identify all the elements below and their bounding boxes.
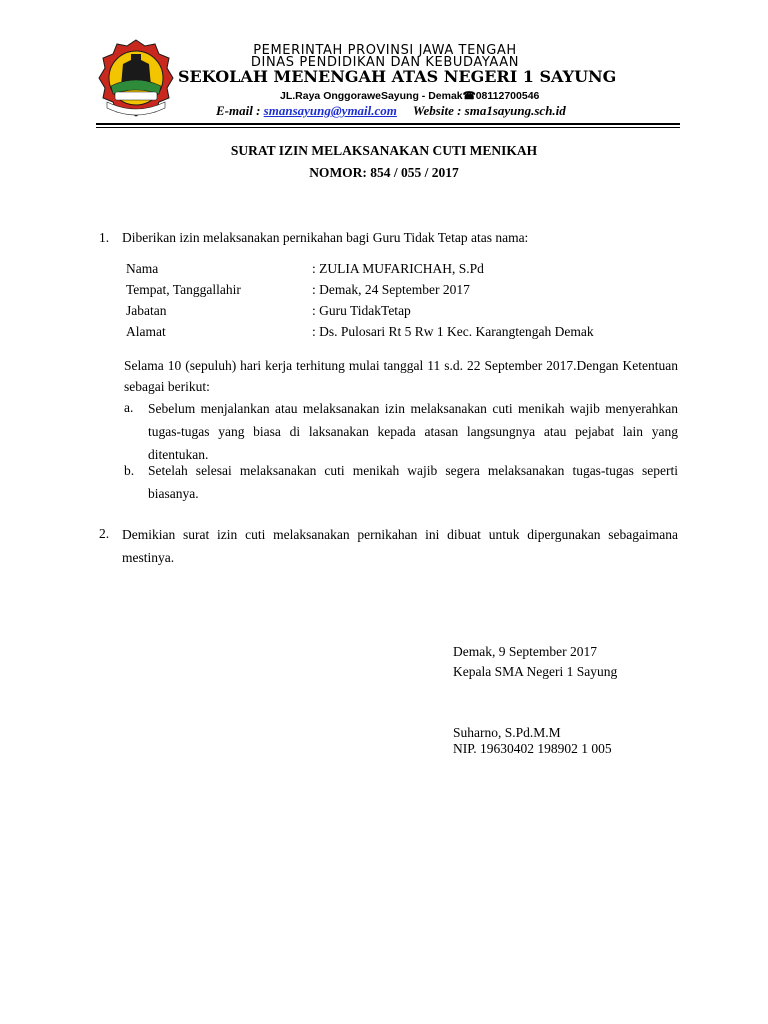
place-date: Demak, 9 September 2017 <box>453 644 597 659</box>
letter-title: SURAT IZIN MELAKSANAKAN CUTI MENIKAH <box>230 143 538 158</box>
header-divider-thin <box>96 127 680 128</box>
condition-a-text: Sebelum menjalankan atau melaksanakan izin melaksanakan cuti menikah wajib menyerahkan tugas-tugas yang biasa di laksanakan kepada atasan langsungnya atau pejabat lain yang ditentukan. <box>148 401 678 462</box>
duration-paragraph: Selama 10 (sepuluh) hari kerja terhitung mulai tanggal 11 s.d. 22 September 2017.Dengan Ketentuan sebagai berikut: <box>124 358 678 394</box>
field-value-jabatan: : Guru TidakTetap <box>312 303 411 318</box>
field-label-birth: Tempat, Tanggallahir <box>126 282 241 297</box>
signer-name: Suharno, S.Pd.M.M <box>453 725 561 740</box>
email-label: E-mail : <box>216 103 264 118</box>
government-name: PEMERINTAH PROVINSI JAWA TENGAH <box>253 43 517 58</box>
department-name: DINAS PENDIDIKAN DAN KEBUDAYAAN <box>250 55 520 70</box>
field-value-birth: : Demak, 24 September 2017 <box>312 282 470 297</box>
signer-position: Kepala SMA Negeri 1 Sayung <box>453 664 618 679</box>
item-2-number: 2. <box>99 526 110 541</box>
signer-nip: NIP. 19630402 198902 1 005 <box>453 741 612 756</box>
condition-b-marker: b. <box>124 463 135 478</box>
letter-number: NOMOR: 854 / 055 / 2017 <box>309 165 459 180</box>
field-value-alamat: : Ds. Pulosari Rt 5 Rw 1 Kec. Karangtengah Demak <box>312 324 594 339</box>
field-label-nama: Nama <box>126 261 159 276</box>
email-link[interactable]: smansayung@ymail.com <box>263 103 397 118</box>
condition-a-marker: a. <box>124 400 134 415</box>
condition-b-text: Setelah selesai melaksanakan cuti menikah wajib segera melaksanakan tugas-tugas seperti biasanya. <box>148 463 678 501</box>
field-label-alamat: Alamat <box>126 324 166 339</box>
field-label-jabatan: Jabatan <box>126 303 167 318</box>
item-2-text: Demikian surat izin cuti melaksanakan pernikahan ini dibuat untuk dipergunakan sebagaimana mestinya. <box>122 527 678 565</box>
contact-line <box>216 103 566 119</box>
field-value-nama: : ZULIA MUFARICHAH, S.Pd <box>312 261 484 276</box>
website-text: Website : sma1sayung.sch.id <box>412 103 566 118</box>
item-1-number: 1. <box>99 230 110 245</box>
school-name: SEKOLAH MENENGAH ATAS NEGERI 1 SAYUNG <box>178 67 617 86</box>
header-divider <box>96 123 680 125</box>
school-address: JL.Raya OnggoraweSayung - Demak☎08112700546 <box>280 90 540 102</box>
item-1-text: Diberikan izin melaksanakan pernikahan bagi Guru Tidak Tetap atas nama: <box>122 230 529 245</box>
